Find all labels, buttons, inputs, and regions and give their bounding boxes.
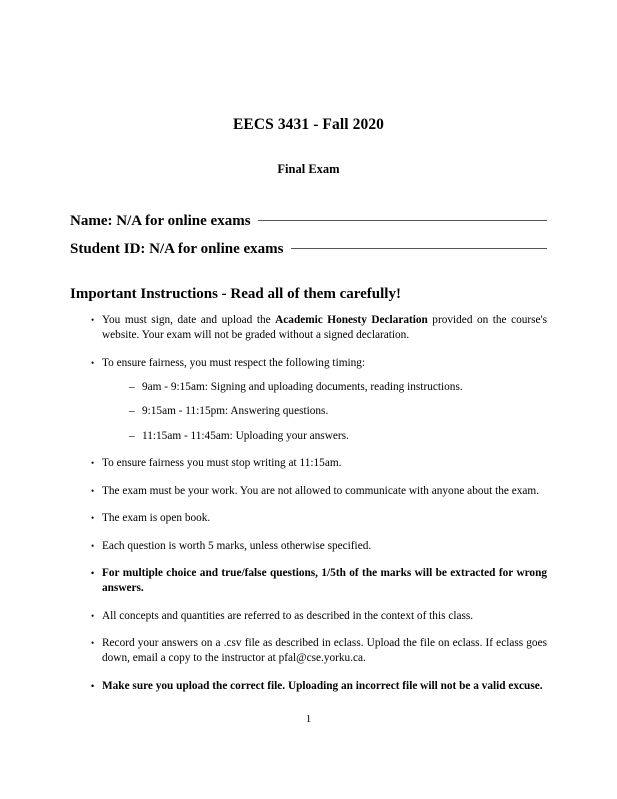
- instruction-text-part: Make sure you upload the correct file. Uploading an incorrect file will not be a valid excuse.: [102, 679, 543, 692]
- timing-sub-item: [129, 380, 547, 395]
- instructions-list: [70, 313, 547, 694]
- instruction-text: [102, 512, 210, 524]
- page-content: [70, 0, 547, 694]
- timing-sub-item: [129, 429, 547, 444]
- bullet-marker-icon: •: [91, 680, 95, 691]
- instruction-text-part: Academic Honesty Declaration: [275, 314, 428, 326]
- instruction-text-part: To ensure fairness you must stop writing at 11:15am.: [102, 457, 342, 470]
- instruction-text: [102, 567, 547, 594]
- instruction-item-wrong-answer-penalty: [91, 566, 547, 596]
- instruction-text: [102, 457, 341, 469]
- instruction-text: [102, 357, 365, 369]
- instruction-text-part: .: [140, 582, 144, 595]
- bullet-marker-icon: •: [91, 638, 95, 649]
- timing-sub-item: [129, 404, 547, 419]
- name-field-row: [70, 213, 547, 230]
- identity-fields: [70, 177, 547, 258]
- instruction-text-part: The exam must be your work. You are not allowed to communicate with anyone about the exam.: [102, 484, 540, 497]
- page-subtitle: Final Exam: [277, 162, 340, 176]
- instruction-item-correct-file: [91, 679, 547, 694]
- instruction-item-honesty-declaration: [91, 313, 547, 343]
- instruction-text: [102, 485, 539, 497]
- instruction-item-stop-writing: [91, 456, 547, 471]
- instruction-text-part: provided on the course's website. Your exam will not be graded without a signed declaration.: [102, 314, 547, 342]
- instruction-item-open-book: [91, 511, 547, 526]
- instruction-item-class-context: [91, 609, 547, 624]
- instruction-text-part: For multiple choice and true/false questions, 1/5th of the marks will be extracted for wrong answers: [102, 567, 547, 595]
- instruction-text: [102, 680, 543, 692]
- bullet-marker-icon: •: [91, 540, 95, 551]
- instruction-item-marks-per-question: [91, 539, 547, 554]
- name-field-rule: [258, 220, 547, 221]
- student-id-field-label: Student ID: N/A for online exams: [70, 241, 284, 257]
- student-id-field-row: [70, 241, 547, 258]
- instruction-text: [102, 610, 473, 622]
- timing-sub-item-text: 9am - 9:15am: Signing and uploading documents, reading instructions.: [142, 380, 463, 393]
- bullet-marker-icon: •: [91, 610, 95, 621]
- page-number: 1: [305, 713, 312, 725]
- bullet-marker-icon: •: [91, 357, 95, 368]
- instruction-item-own-work: [91, 484, 547, 499]
- instruction-text: [102, 637, 547, 664]
- bullet-marker-icon: •: [91, 513, 95, 524]
- dash-marker-icon: –: [129, 429, 135, 442]
- bullet-marker-icon: •: [91, 458, 95, 469]
- page-title: EECS 3431 - Fall 2020: [232, 116, 385, 133]
- bullet-marker-icon: •: [91, 568, 95, 579]
- instruction-text: [102, 314, 547, 341]
- bullet-marker-icon: •: [91, 315, 95, 325]
- timing-sublist: [102, 380, 547, 444]
- instruction-text-part: The exam is open book.: [102, 512, 211, 525]
- instruction-text-part: To ensure fairness, you must respect the following timing:: [102, 356, 366, 369]
- instruction-text-part: Each question is worth 5 marks, unless otherwise specified.: [102, 539, 372, 552]
- bullet-marker-icon: •: [91, 485, 95, 496]
- timing-sub-item-text: 11:15am - 11:45am: Uploading your answers.: [142, 429, 349, 442]
- instruction-text-part: Record your answers on a .csv file as described in eclass. Upload the file on eclass. If eclass goes down, email a copy to the instructor at pfal@cse.yorku.ca.: [102, 637, 547, 665]
- dash-marker-icon: –: [129, 380, 135, 393]
- instruction-text: [102, 540, 371, 552]
- instructions-heading: Important Instructions - Read all of them carefully!: [70, 286, 401, 302]
- instruction-text-part: You must sign, date and upload the: [102, 314, 276, 326]
- instruction-item-timing: [91, 356, 547, 444]
- student-id-field-rule: [291, 248, 548, 249]
- timing-sub-item-text: 9:15am - 11:15pm: Answering questions.: [142, 405, 329, 418]
- name-field-label: Name: N/A for online exams: [70, 213, 251, 229]
- dash-marker-icon: –: [129, 405, 135, 418]
- instruction-item-submission-method: [91, 636, 547, 666]
- instruction-text-part: All concepts and quantities are referred to as described in the context of this class.: [102, 609, 474, 622]
